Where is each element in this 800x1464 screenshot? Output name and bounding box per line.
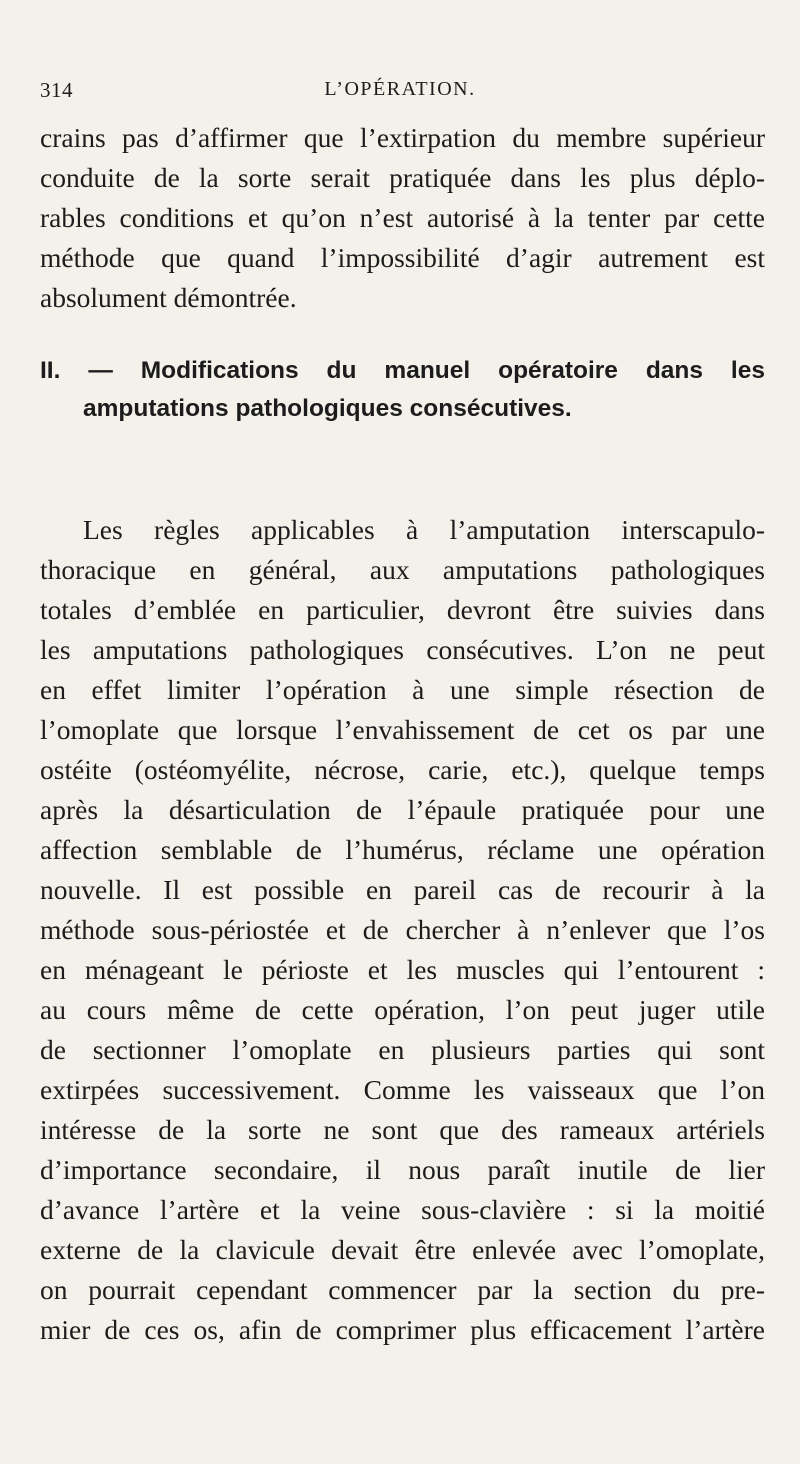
text-line: absolument démontrée. (40, 282, 297, 313)
section-heading-line: amputations pathologiques consécutives. (83, 395, 572, 422)
text-line: thoracique en général, aux amputations pathologiques (40, 554, 765, 585)
text-line: de sectionner l’omoplate en plusieurs parties qui sont (40, 1034, 765, 1065)
text-line: en ménageant le périoste et les muscles qui l’entourent : (40, 954, 765, 985)
text-line: extirpées successivement. Comme les vaisseaux que l’on (40, 1074, 765, 1105)
text-line: mier de ces os, afin de comprimer plus efficacement l’artère (40, 1314, 765, 1345)
text-line: en effet limiter l’opération à une simple résection de (40, 674, 765, 705)
running-title: L’OPÉRATION. (324, 78, 476, 100)
text-line: affection semblable de l’humérus, réclame une opération (40, 834, 765, 865)
text-line: méthode que quand l’impossibilité d’agir autrement est (40, 242, 765, 273)
text-line: ostéite (ostéomyélite, nécrose, carie, etc.), quelque temps (40, 754, 765, 785)
text-line: totales d’emblée en particulier, devront être suivies dans (40, 594, 765, 625)
text-line: d’avance l’artère et la veine sous-clavière : si la moitié (40, 1194, 765, 1225)
text-line: l’omoplate que lorsque l’envahissement de cet os par une (40, 714, 765, 745)
text-line: au cours même de cette opération, l’on peut juger utile (40, 994, 765, 1025)
text-line: Les règles applicables à l’amputation interscapulo- (83, 514, 765, 545)
running-head (40, 78, 760, 108)
text-line: les amputations pathologiques consécutives. L’on ne peut (40, 634, 765, 665)
text-line: méthode sous-périostée et de chercher à n’enlever que l’os (40, 914, 765, 945)
main-paragraph (40, 510, 765, 1350)
section-heading-line: II. — Modifications du manuel opératoire dans les (40, 357, 765, 384)
text-line: après la désarticulation de l’épaule pratiquée pour une (40, 794, 765, 825)
text-line: d’importance secondaire, il nous paraît inutile de lier (40, 1154, 765, 1185)
text-line: rables conditions et qu’on n’est autorisé à la tenter par cette (40, 202, 765, 233)
intro-paragraph (40, 118, 765, 318)
page-number: 314 (40, 78, 73, 102)
text-line: externe de la clavicule devait être enlevée avec l’omoplate, (40, 1234, 765, 1265)
section-heading (40, 352, 765, 428)
text-line: on pourrait cependant commencer par la section du pre- (40, 1274, 765, 1305)
text-line: nouvelle. Il est possible en pareil cas de recourir à la (40, 874, 765, 905)
text-line: crains pas d’affirmer que l’extirpation du membre supérieur (40, 122, 765, 153)
text-line: conduite de la sorte serait pratiquée dans les plus déplo- (40, 162, 765, 193)
text-line: intéresse de la sorte ne sont que des rameaux artériels (40, 1114, 765, 1145)
